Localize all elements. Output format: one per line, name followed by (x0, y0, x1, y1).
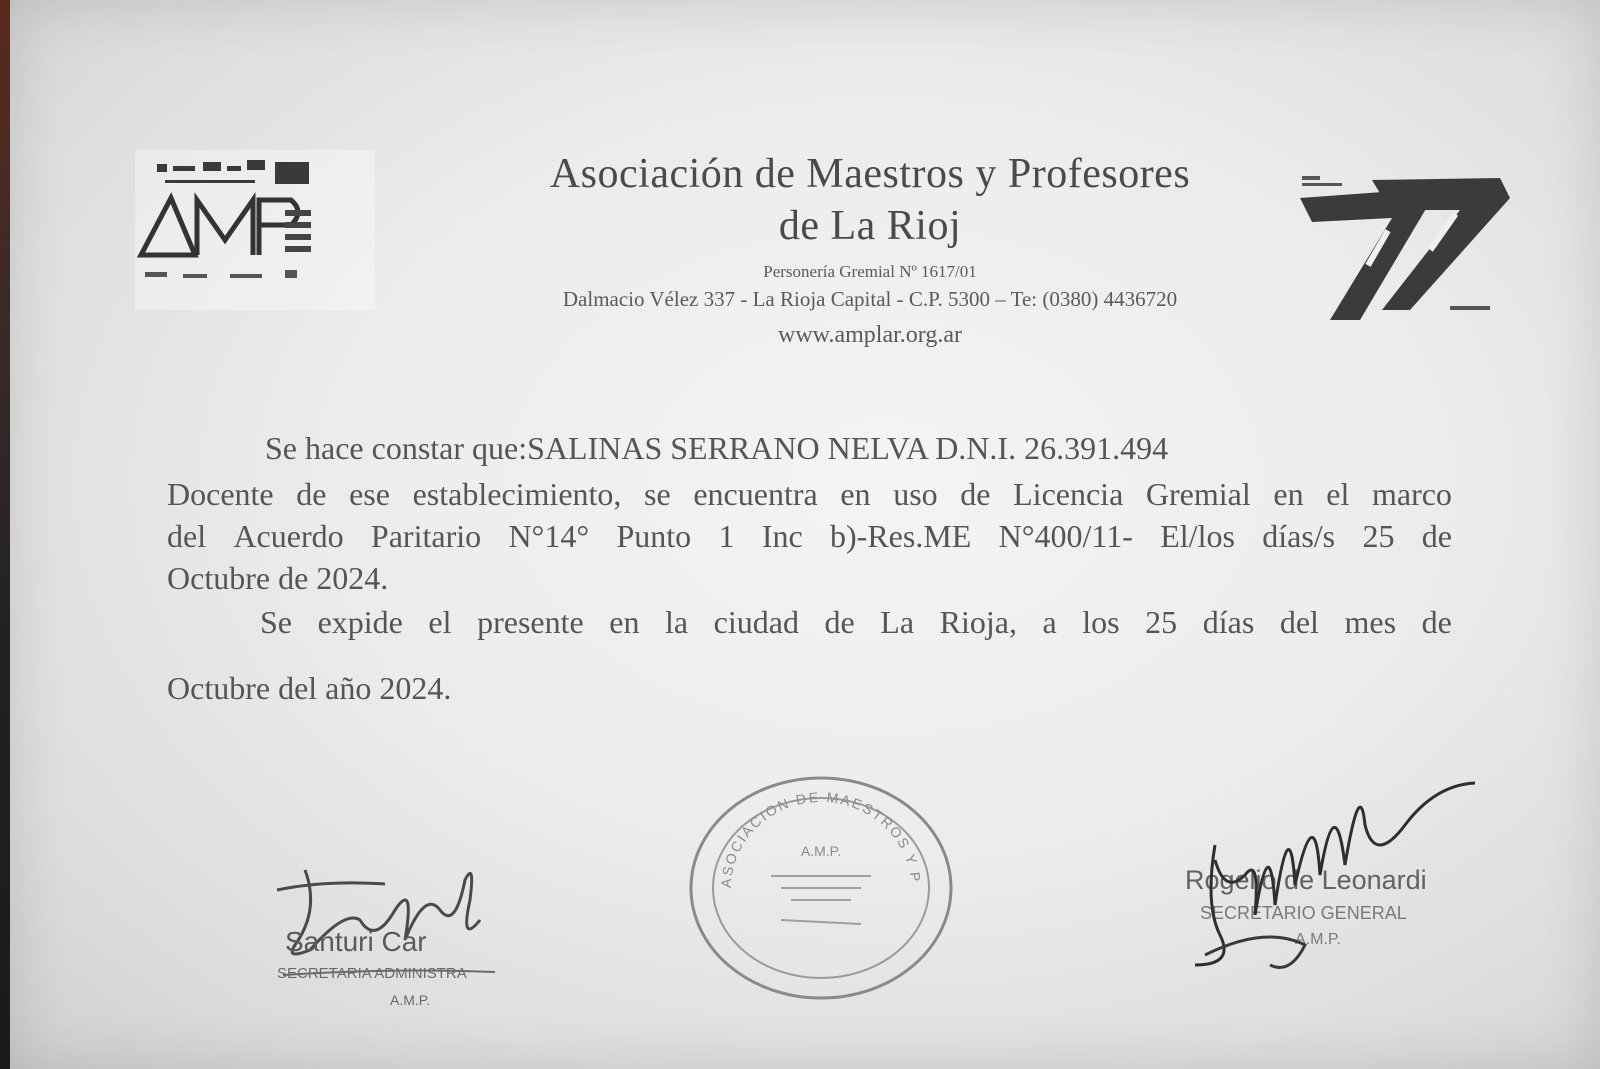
certificate-line-6: Octubre del año 2024. (167, 670, 452, 706)
body-word: 1 (718, 518, 735, 554)
body-word: marco (1371, 476, 1452, 512)
org-title-line2: de La Rioj (778, 203, 962, 249)
anniversary-logo-right (1300, 170, 1520, 330)
body-word: Gremial (1145, 476, 1251, 512)
signature-left (265, 850, 555, 1020)
body-word: Rioja, (939, 604, 1017, 640)
body-word: en (1273, 476, 1304, 512)
body-word: uso (893, 476, 938, 512)
org-website: www.amplar.org.ar (778, 322, 962, 348)
body-word: Se (260, 604, 292, 640)
body-word: ciudad (713, 604, 799, 640)
signer-left-role: SECRETARIA ADMINISTRA (277, 965, 467, 982)
body-word: 25 (1145, 604, 1178, 640)
body-word: Punto (616, 518, 692, 554)
body-word: La (880, 604, 915, 640)
seal-ring-text: ASOCIACION DE MAESTROS Y P (717, 788, 924, 889)
certificate-line-4: Octubre de 2024. (167, 560, 389, 596)
body-word: Paritario (370, 518, 482, 554)
body-word: N°400/11- (998, 518, 1133, 554)
body-word: días (1202, 604, 1255, 640)
body-word: Inc (761, 518, 803, 554)
body-word: en (840, 476, 871, 512)
signer-right-role: SECRETARIO GENERAL (1200, 903, 1407, 923)
signer-left-org: A.M.P. (390, 992, 431, 1008)
body-word: expide (317, 604, 403, 640)
seventy-seven-icon (1300, 170, 1520, 330)
org-address: Dalmacio Vélez 337 - La Rioja Capital - C.P. 5300 – Te: (0380) 4436720 (562, 287, 1178, 311)
body-word: se (644, 476, 671, 512)
body-word: Docente (167, 476, 274, 512)
amp-logo-left (135, 150, 375, 310)
body-word: Licencia (1013, 476, 1124, 512)
body-word: en (609, 604, 640, 640)
certificate-line-2 (167, 476, 1452, 513)
body-word: El/los (1160, 518, 1235, 554)
signer-right-org: A.M.P. (1295, 931, 1341, 948)
body-word: los (1082, 604, 1120, 640)
body-word: ese (349, 476, 390, 512)
body-word: de (960, 476, 991, 512)
signer-left-name: Santuri Car (285, 926, 427, 957)
certificate-line-3 (167, 518, 1452, 555)
body-word: N°14° (508, 518, 590, 554)
seal-stamp-icon (685, 772, 957, 1004)
body-word: mes (1344, 604, 1397, 640)
body-word: a (1042, 604, 1057, 640)
body-word: b)-Res.ME (830, 518, 972, 554)
personeria-gremial: Personería Gremial Nº 1617/01 (763, 262, 977, 281)
body-word: del (1279, 604, 1319, 640)
org-title (390, 148, 1350, 252)
signer-right-name: Rogelio de Leonardi (1185, 865, 1427, 895)
body-word: de (1421, 604, 1452, 640)
svg-text:ASOCIACION DE MAESTROS Y PROFE (685, 772, 924, 888)
certificate-line-1: Se hace constar que:SALINAS SERRANO NELVA D.N.I. 26.391.494 (265, 430, 1169, 466)
body-word: de (1421, 518, 1452, 554)
seal-center-text: A.M.P. (800, 843, 842, 859)
document-page (10, 0, 1600, 1069)
body-word: 25 (1362, 518, 1395, 554)
body-word: días/s (1262, 518, 1336, 554)
amp-logo-icon (135, 150, 375, 310)
body-word: el (1326, 476, 1350, 512)
body-word: la (665, 604, 689, 640)
org-title-line1: Asociación de Maestros y Profesores (549, 151, 1191, 197)
certificate-line-5 (260, 604, 1452, 641)
body-word: de (296, 476, 327, 512)
body-word: del (167, 518, 207, 554)
official-seal (685, 772, 957, 1004)
body-word: el (428, 604, 452, 640)
signature-right (1175, 765, 1495, 995)
signature-scribble-right-icon (1175, 765, 1495, 995)
body-word: establecimiento, (412, 476, 622, 512)
body-word: Acuerdo (233, 518, 344, 554)
body-word: de (824, 604, 855, 640)
body-word: presente (477, 604, 584, 640)
body-word: encuentra (693, 476, 818, 512)
